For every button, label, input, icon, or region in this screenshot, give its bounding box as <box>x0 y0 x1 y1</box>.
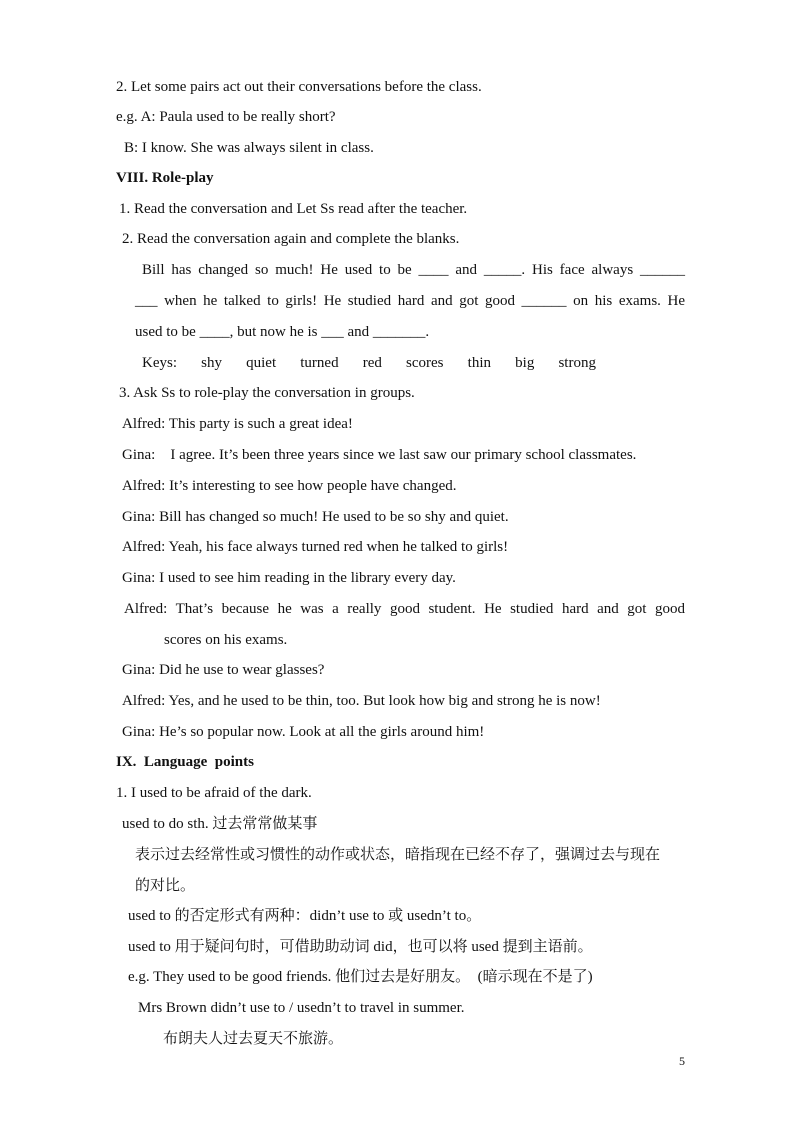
language-point: 的对比。 <box>135 878 196 894</box>
key-word: big <box>515 355 535 371</box>
dialogue-line: Alfred: This party is such a great idea! <box>122 416 353 432</box>
example-line: 布朗夫人过去夏天不旅游。 <box>163 1031 344 1047</box>
language-point: used to do sth. 过去常常做某事 <box>122 816 318 832</box>
language-point: 表示过去经常性或习惯性的动作或状态，暗指现在已经不存了，强调过去与现在 <box>135 847 661 863</box>
dialogue-line: Alfred: It’s interesting to see how people have changed. <box>122 478 457 494</box>
key-word: thin <box>467 355 492 371</box>
dialogue-line: Gina: I used to see him reading in the library every day. <box>122 570 456 586</box>
example-line: Mrs Brown didn’t use to / usedn’t to travel in summer. <box>138 1000 465 1016</box>
answer-keys <box>142 354 596 372</box>
instruction-line: 3. Ask Ss to role-play the conversation in groups. <box>119 385 415 401</box>
key-word: turned <box>300 355 339 371</box>
example-line: B: I know. She was always silent in class. <box>124 140 374 156</box>
dialogue-line: Gina: Bill has changed so much! He used to be so shy and quiet. <box>122 509 509 525</box>
instruction-line: 2. Let some pairs act out their conversations before the class. <box>116 79 482 95</box>
dialogue-line: Gina: I agree. It’s been three years since we last saw our primary school classmates. <box>122 447 637 463</box>
dialogue-line: Alfred: Yeah, his face always turned red when he talked to girls! <box>122 539 509 555</box>
key-word: strong <box>558 355 596 371</box>
key-word: red <box>362 355 382 371</box>
section-heading: IX. Language points <box>116 754 254 770</box>
exercise-line: used to be ____, but now he is ___ and _______. <box>135 324 430 340</box>
page-number: 5 <box>679 1054 685 1068</box>
language-point: 1. I used to be afraid of the dark. <box>116 785 312 801</box>
dialogue-line: Alfred: Yes, and he used to be thin, too. But look how big and strong he is now! <box>122 693 601 709</box>
dialogue-line: Alfred: That’s because he was a really good student. He studied hard and got good <box>124 601 685 617</box>
language-point: used to 的否定形式有两种：didn’t use to 或 usedn’t to。 <box>128 908 482 924</box>
language-point: used to 用于疑问句时，可借助助动词 did，也可以将 used 提到主语前。 <box>128 939 593 955</box>
dialogue-line: Gina: Did he use to wear glasses? <box>122 662 325 678</box>
keys-label: Keys: <box>142 355 177 371</box>
key-word: shy <box>201 355 222 371</box>
dialogue-line: Gina: He’s so popular now. Look at all the girls around him! <box>122 724 485 740</box>
exercise-line: ___ when he talked to girls! He studied hard and got good ______ on his exams. He <box>135 293 685 309</box>
exercise-line: Bill has changed so much! He used to be ____ and _____. His face always ______ <box>142 262 685 278</box>
key-word: quiet <box>246 355 277 371</box>
example-line: e.g. They used to be good friends. 他们过去是好朋友。 (暗示现在不是了) <box>128 969 593 985</box>
instruction-line: 2. Read the conversation again and complete the blanks. <box>122 231 460 247</box>
key-word: scores <box>406 355 444 371</box>
instruction-line: 1. Read the conversation and Let Ss read after the teacher. <box>119 201 468 217</box>
section-heading: VIII. Role-play <box>116 170 214 186</box>
dialogue-line: scores on his exams. <box>164 632 288 648</box>
example-line: e.g. A: Paula used to be really short? <box>116 109 336 125</box>
